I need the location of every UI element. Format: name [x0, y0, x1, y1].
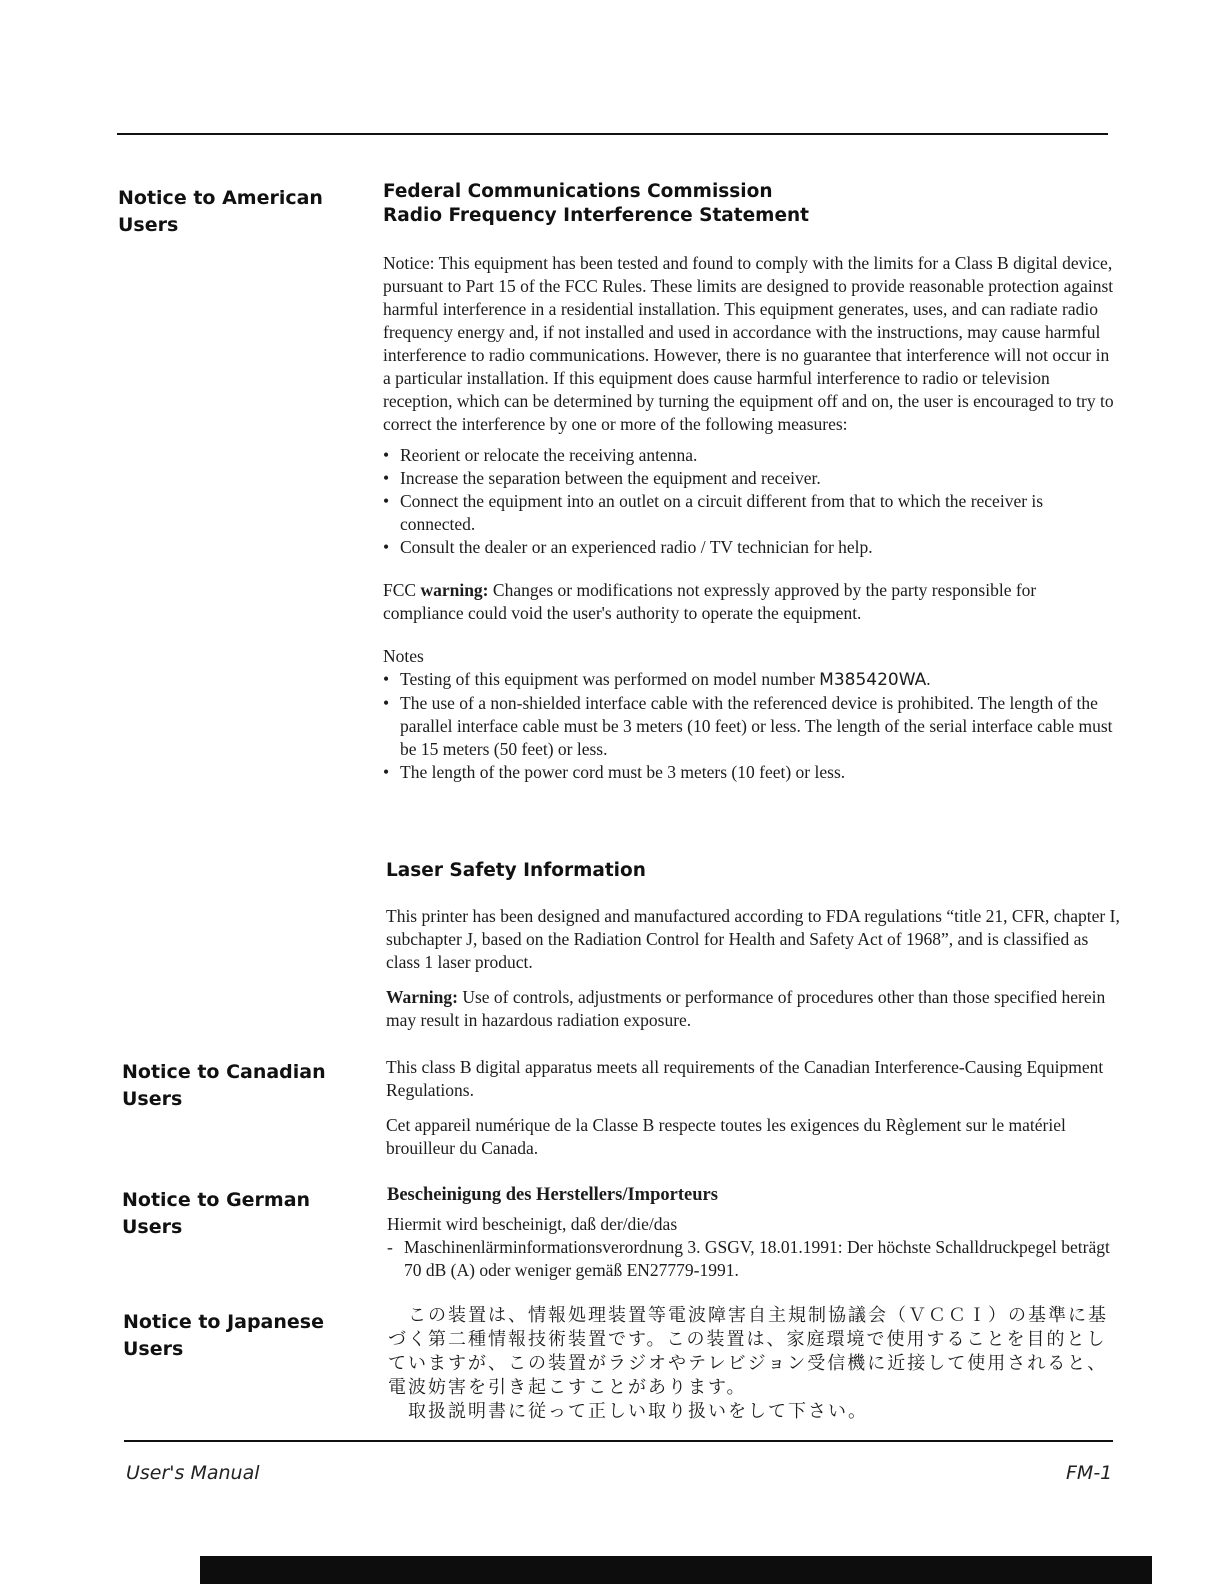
fcc-statement — [383, 180, 1121, 784]
label-line: Notice to German — [122, 1189, 311, 1211]
american-users-label — [118, 185, 348, 239]
label-line: Users — [123, 1338, 184, 1360]
german-users-label — [122, 1187, 352, 1241]
bottom-rule — [124, 1440, 1113, 1442]
label-line: Notice to American — [118, 187, 323, 209]
german-list — [387, 1236, 1125, 1282]
fcc-warning-paragraph — [383, 579, 1121, 625]
list-item: - Maschinenlärminformationsverordnung 3. GSGV, 18.01.1991: Der höchste Schalldruckpegel beträgt 70 dB (A) oder weniger gemäß EN27779-1991. — [387, 1236, 1125, 1282]
japanese-text: 取扱説明書に従って正しい取り扱いをして下さい。 — [388, 1401, 868, 1421]
fcc-title-line: Radio Frequency Interference Statement — [383, 205, 810, 226]
list-item: • The length of the power cord must be 3 meters (10 feet) or less. — [383, 761, 1121, 784]
label-line: Users — [122, 1088, 183, 1110]
model-number: M385420WA — [819, 670, 927, 690]
notice-text: This equipment has been tested and found to comply with the limits for a Class B digital device, pursuant to Part 15 of the FCC Rules. These limits are designed to provide reasonable protection against harmful interference in a residential installation. This equipment generates, uses, and can radiate radio frequency energy and, if not installed and used in accordance with the instructions, may cause harmful interference to radio communications. However, there is no guarantee that interference will not occur in a particular installation. If this equipment does cause harmful interference to radio or television reception, which can be determined by turning the equipment off and on, the user is encouraged to try to correct the interference by one or more of the following measures: — [383, 253, 1114, 434]
fcc-warning-prefix: FCC — [383, 580, 417, 600]
list-item: • Increase the separation between the equipment and receiver. — [383, 467, 1121, 490]
german-title: Bescheinigung des Herstellers/Importeurs — [387, 1185, 718, 1205]
canadian-section — [386, 1056, 1124, 1160]
fcc-title — [383, 180, 1121, 228]
notes-heading: Notes — [383, 646, 424, 666]
japanese-text: この装置は、情報処理装置等電波障害自主規制協議会（ＶＣＣＩ）の基準に基づく第二種情報技術装置です。この装置は、家庭環境で使用することを目的としていますが、この装置がラジオやテレビジョン受信機に近接して使用されると、電波妨害を引き起こすことがあります。 — [388, 1305, 1108, 1397]
list-item: • Reorient or relocate the receiving antenna. — [383, 444, 1121, 467]
scan-edge-bar — [200, 1556, 1152, 1584]
footer-manual-title: User's Manual — [126, 1462, 260, 1484]
list-item: • Consult the dealer or an experienced radio / TV technician for help. — [383, 536, 1121, 559]
laser-safety-section — [386, 859, 1121, 1032]
canadian-users-label — [122, 1059, 352, 1113]
laser-title: Laser Safety Information — [386, 860, 646, 881]
notice-label: Notice: — [383, 253, 435, 273]
fcc-measures-list — [383, 444, 1121, 559]
japanese-users-label — [123, 1309, 353, 1363]
label-line: Users — [118, 214, 179, 236]
label-line: Notice to Canadian — [122, 1061, 326, 1083]
list-item: • The use of a non-shielded interface cable with the referenced device is prohibited. The length of the parallel interface cable must be 3 meters (10 feet) or less. The length of the serial interface cable must be 15 meters (50 feet) or less. — [383, 692, 1121, 761]
fcc-warning-text: Changes or modifications not expressly approved by the party responsible for compliance could void the user's authority to operate the equipment. — [383, 580, 1037, 623]
fcc-title-line: Federal Communications Commission — [383, 181, 773, 202]
laser-warning-label: Warning: — [386, 987, 458, 1007]
notes-list — [383, 668, 1121, 784]
laser-paragraph: This printer has been designed and manufactured according to FDA regulations “title 21, CFR, chapter I, subchapter J, based on the Radiation Control for Health and Safety Act of 1968”, and is classified as class 1 laser product. — [386, 906, 1120, 972]
laser-warning-paragraph — [386, 986, 1121, 1032]
canadian-french-text: Cet appareil numérique de la Classe B respecte toutes les exigences du Règlement sur le matériel brouilleur du Canada. — [386, 1115, 1066, 1158]
footer-page-number: FM-1 — [1066, 1462, 1113, 1484]
japanese-section — [388, 1303, 1108, 1423]
list-item: • Connect the equipment into an outlet on a circuit different from that to which the receiver is connected. — [383, 490, 1121, 536]
german-intro: Hiermit wird bescheinigt, daß der/die/das — [387, 1214, 678, 1234]
german-section — [387, 1183, 1125, 1282]
label-line: Users — [122, 1216, 183, 1238]
label-line: Notice to Japanese — [123, 1311, 324, 1333]
fcc-warning-label: warning: — [420, 580, 489, 600]
laser-warning-text: Use of controls, adjustments or performance of procedures other than those specified herein may result in hazardous radiation exposure. — [386, 987, 1106, 1030]
top-rule — [117, 133, 1108, 135]
list-item: • Testing of this equipment was performed on model number M385420WA. — [383, 668, 1121, 692]
fcc-notice-paragraph — [383, 252, 1121, 436]
note-text: Testing of this equipment was performed on model number — [400, 669, 815, 689]
canadian-english-text: This class B digital apparatus meets all requirements of the Canadian Interference-Causing Equipment Regulations. — [386, 1057, 1104, 1100]
